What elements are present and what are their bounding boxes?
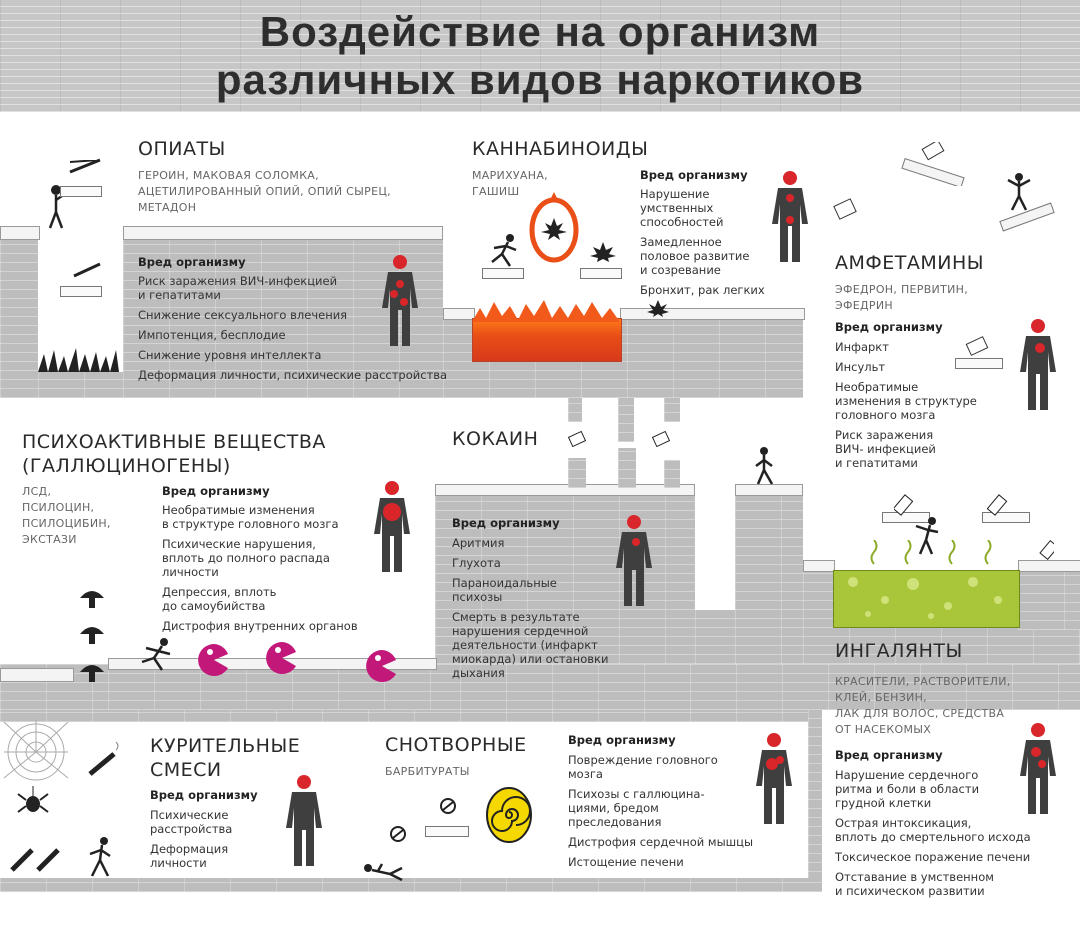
sleeping-pills-harm-3: Дистрофия сердечной мышцы xyxy=(568,835,754,849)
spider-icon xyxy=(16,786,50,818)
sleeping-pills-harm-heading: Вред организму xyxy=(568,733,676,747)
inhalants-subtitle: КРАСИТЕЛИ, РАСТВОРИТЕЛИ, КЛЕЙ, БЕНЗИН, ЛАК ДЛЯ ВОЛОС, СРЕДСТВА ОТ НАСЕКОМЫХ xyxy=(835,675,1011,736)
inhalants-harm-3: Токсическое поражение печени xyxy=(835,850,1031,864)
fire-ring-icon xyxy=(524,188,584,268)
figure-inhalants xyxy=(1016,722,1060,818)
psychoactive-harm-2: Психические нарушения, вплоть до полного распада личности xyxy=(162,537,330,579)
inhalants-harm-4: Отставание в умственном и психическом развитии xyxy=(835,870,994,898)
title-line-2: различных видов наркотиков xyxy=(215,56,865,103)
cocaine-harm-2: Глухота xyxy=(452,556,501,570)
wall-pit-floor xyxy=(38,372,123,398)
toxic-bubbles xyxy=(833,570,1018,626)
cocaine-harm-3: Параноидальные психозы xyxy=(452,576,557,604)
spike-top-3 xyxy=(664,398,680,422)
smoking-mixes-harms xyxy=(150,808,270,876)
psychoactive-harm-1: Необратимые изменения в структуре головного мозга xyxy=(162,503,339,531)
cannabinoids-harms xyxy=(640,187,780,303)
ledge-cocaine xyxy=(435,484,695,496)
amphetamines-harm-heading: Вред организму xyxy=(835,320,943,334)
spider-web-icon xyxy=(2,718,70,788)
ledge-left xyxy=(0,226,40,240)
platform-cannabis-1 xyxy=(482,268,524,279)
sleeping-pills-harm-1: Повреждение головного мозга xyxy=(568,753,718,781)
cigarette-icon xyxy=(86,740,126,780)
cocaine-harm-heading: Вред организму xyxy=(452,516,560,530)
psychoactive-harm-heading: Вред организму xyxy=(162,484,270,498)
cocaine-icons xyxy=(566,428,686,452)
platform-sleep xyxy=(425,826,469,837)
hypno-spiral-icon xyxy=(484,786,534,844)
smoking-mixes-harm-heading: Вред организму xyxy=(150,788,258,802)
psychoactive-harm-3: Депрессия, вплоть до самоубийства xyxy=(162,585,277,613)
cocaine-harm-1: Аритмия xyxy=(452,536,505,550)
flames xyxy=(472,298,620,322)
wall-bottom-floor xyxy=(0,878,822,892)
cannabinoids-subtitle: МАРИХУАНА, ГАШИШ xyxy=(472,169,548,198)
figure-amphetamines xyxy=(1016,318,1060,414)
sleeping-pills-title: СНОТВОРНЫЕ xyxy=(385,734,527,756)
psychoactive-harm-4: Дистрофия внутренних органов xyxy=(162,619,358,633)
psychoactive-subtitle: ЛСД, ПСИЛОЦИН, ПСИЛОЦИБИН, ЭКСТАЗИ xyxy=(22,485,111,546)
sleeping-pills-harm-4: Истощение печени xyxy=(568,855,684,869)
pill-tablet-icons xyxy=(386,796,476,846)
platform-opiates-1 xyxy=(60,186,102,197)
opiates-harm-heading: Вред организму xyxy=(138,255,246,269)
inhalants-harm-heading: Вред организму xyxy=(835,748,943,762)
opiates-harm-1: Риск заражения ВИЧ-инфекцией и гепатитами xyxy=(138,274,338,302)
wall-bottom-top xyxy=(0,710,820,722)
spike-top-1 xyxy=(568,398,582,422)
mushroom-icons xyxy=(78,586,106,690)
cocaine-title: КОКАИН xyxy=(452,428,539,450)
sleeping-pills-harms xyxy=(568,753,778,875)
figure-sleeping-pills xyxy=(752,732,796,828)
wall-right-pillar xyxy=(735,494,803,664)
opiates-harms xyxy=(138,274,478,388)
cannabinoids-harm-1: Нарушение умственных способностей xyxy=(640,187,724,229)
psychoactive-harms xyxy=(162,503,392,639)
stick-figure-running xyxy=(136,636,176,672)
amphetamines-harm-1: Инфаркт xyxy=(835,340,889,354)
stick-figure-jumping xyxy=(484,232,524,268)
stick-figure-inhalants xyxy=(912,516,942,556)
platform-cannabis-2 xyxy=(580,268,622,279)
figure-cannabinoids xyxy=(768,170,812,266)
wall-cocaine-gap xyxy=(695,610,735,664)
platform-opiates-2 xyxy=(60,286,102,297)
amphetamines-harm-4: Риск заражения ВИЧ- инфекцией и гепатитами xyxy=(835,428,936,470)
inhalants-harm-2: Острая интоксикация, вплоть до смертельного исхода xyxy=(835,816,1031,844)
ledge-right xyxy=(1018,560,1080,572)
smoking-mixes-title: КУРИТЕЛЬНЫЕ СМЕСИ xyxy=(150,735,301,781)
ledge-psy-left xyxy=(0,668,74,682)
cocaine-harm-4: Смерть в результате нарушения сердечной деятельности (инфаркт миокарда) или остановки дыхания xyxy=(452,610,609,680)
syringe-icon-2 xyxy=(70,258,104,280)
opiates-harm-4: Снижение уровня интеллекта xyxy=(138,348,322,362)
inhalants-title: ИНГАЛЯНТЫ xyxy=(835,640,963,662)
opiates-harm-5: Деформация личности, психические расстройства xyxy=(138,368,448,382)
grass-spikes-icon xyxy=(38,344,123,372)
opiates-harm-2: Снижение сексуального влечения xyxy=(138,308,348,322)
ledge-opiates xyxy=(123,226,443,240)
opiates-harm-3: Импотенция, бесплодие xyxy=(138,328,286,342)
monster-icons xyxy=(196,640,406,686)
floating-platform-pill-icon xyxy=(900,142,970,186)
spike-bottom-2 xyxy=(618,448,636,488)
cannabinoids-title: КАННАБИНОИДЫ xyxy=(472,138,649,160)
figure-cocaine xyxy=(612,514,656,610)
ledge-step xyxy=(803,560,835,572)
sleeping-pills-harm-2: Психозы с галлюцина- циями, бредом преследования xyxy=(568,787,705,829)
cigarette-icons xyxy=(8,830,68,874)
title-line-1: Воздействие на организм xyxy=(259,8,821,55)
amphetamines-subtitle: ЭФЕДРОН, ПЕРВИТИН, ЭФЕДРИН xyxy=(835,283,968,312)
opiates-subtitle: ГЕРОИН, МАКОВАЯ СОЛОМКА, АЦЕТИЛИРОВАННЫЙ ОПИЙ, ОПИЙ СЫРЕЦ, МЕТАДОН xyxy=(138,169,391,214)
wall-left-top xyxy=(0,238,38,398)
cannabis-leaf-icon xyxy=(590,240,616,262)
cannabinoids-harm-3: Бронхит, рак легких xyxy=(640,283,765,297)
cannabinoids-harm-heading: Вред организму xyxy=(640,168,748,182)
opiates-title: ОПИАТЫ xyxy=(138,138,226,160)
inhalants-harm-1: Нарушение сердечного ритма и боли в области грудной клетки xyxy=(835,768,980,810)
figure-psychoactive xyxy=(370,480,414,576)
spike-bottom-1 xyxy=(568,458,586,488)
syringe-icon xyxy=(66,156,106,176)
smoking-mixes-harm-1: Психические расстройства xyxy=(150,808,233,836)
stick-figure-lying xyxy=(362,862,406,882)
stick-figure-cocaine xyxy=(750,446,780,486)
wall-psy-left-step xyxy=(0,680,80,710)
amphetamines-title: АМФЕТАМИНЫ xyxy=(835,252,985,274)
amphetamines-harm-2: Инсульт xyxy=(835,360,886,374)
sleeping-pills-subtitle: БАРБИТУРАТЫ xyxy=(385,765,470,778)
wall-right-ledge xyxy=(1018,570,1080,630)
stick-figure-smoking xyxy=(86,836,116,878)
psychoactive-title: ПСИХОАКТИВНЫЕ ВЕЩЕСТВА (ГАЛЛЮЦИНОГЕНЫ) xyxy=(22,431,326,477)
smoking-mixes-harm-2: Деформация личности xyxy=(150,842,229,870)
wall-bottom-right xyxy=(808,710,822,890)
amphetamines-harm-3: Необратимые изменения в структуре головного мозга xyxy=(835,380,977,422)
stick-figure-amph xyxy=(1004,172,1034,212)
cannabis-leaf-icon-2 xyxy=(646,298,670,318)
cannabinoids-harm-2: Замедленное половое развитие и созревание xyxy=(640,235,750,277)
pill-icon-2 xyxy=(962,336,992,360)
fire-pit xyxy=(472,318,622,362)
spike-bottom-3 xyxy=(664,460,680,488)
pill-icon xyxy=(830,198,860,224)
figure-opiates xyxy=(378,254,422,350)
figure-smoking-mixes xyxy=(282,774,326,870)
cocaine-harms xyxy=(452,536,632,686)
